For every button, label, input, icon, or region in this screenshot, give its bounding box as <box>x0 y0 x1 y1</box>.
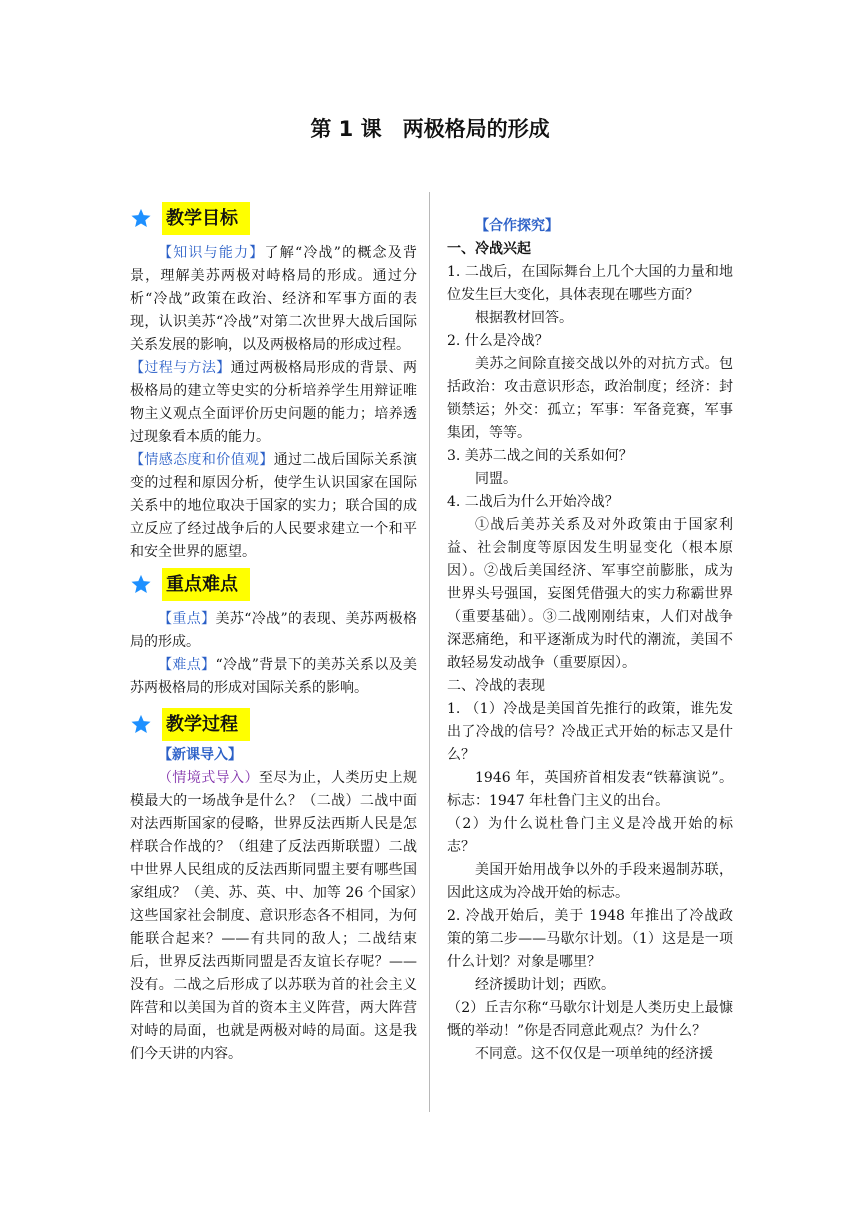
label-focus: 【重点】 <box>158 611 216 627</box>
label-cooperation-text: 【合作探究】 <box>475 218 559 234</box>
heading-process: 教学过程 <box>162 708 250 741</box>
column-divider <box>429 192 430 1112</box>
paragraph-difficulty <box>130 654 417 700</box>
label-intro <box>130 744 417 767</box>
text-knowledge: 了解“冷战”的概念及背景，理解美苏两极对峙格局的形成。通过分析“冷战”政策在政治、经济和军事方面的表现，认识美苏“冷战”对第二次世界大战后国际关系发展的影响，以及两极格局的形成过程。 <box>130 245 417 353</box>
answer-8: 不同意。这不仅仅是一项单纯的经济援 <box>475 1046 713 1062</box>
paragraph-intro <box>130 767 417 1066</box>
paragraph-knowledge <box>130 242 417 357</box>
star-icon <box>130 573 152 595</box>
question-1: 1. 二战后，在国际舞台上几个大国的力量和地位发生巨大变化，具体表现在哪些方面？ <box>447 264 733 303</box>
heading-key: 重点难点 <box>162 568 250 601</box>
paragraph-emotion <box>130 449 417 564</box>
answer-7: 经济援助计划；西欧。 <box>475 977 615 993</box>
answer-5: 1946 年，英国疥首相发表“铁幕演说”。标志：1947 年杜鲁门主义的出台。 <box>447 770 733 809</box>
answer-3: 同盟。 <box>475 471 517 487</box>
section-title-cold-war-rise: 一、冷战兴起 <box>447 241 531 257</box>
section-heading-goals <box>130 198 417 238</box>
text-process-method: 通过两极格局形成的背景、两极格局的建立等史实的分析培养学生用辩证唯物主义观点全面评价历史问题的能力；培养透过现象看本质的能力。 <box>130 360 418 445</box>
label-scene: （情境式导入） <box>158 770 259 786</box>
question-3: 3. 美苏二战之间的关系如何？ <box>447 448 633 464</box>
right-column <box>447 215 733 1066</box>
label-difficulty: 【难点】 <box>158 657 216 673</box>
star-icon <box>130 207 152 229</box>
question-2: 2. 什么是冷战？ <box>447 333 549 349</box>
paragraph-focus <box>130 608 417 654</box>
section-title-cold-war-forms: 二、冷战的表现 <box>447 678 545 694</box>
label-process-method: 【过程与方法】 <box>130 360 231 376</box>
label-cooperation <box>447 215 733 238</box>
question-6: （2）为什么说杜鲁门主义是冷战开始的标志？ <box>447 816 733 855</box>
text-focus: 美苏“冷战”的表现、美苏两极格局的形成。 <box>130 611 417 650</box>
star-icon <box>130 713 152 735</box>
paragraph-process-method <box>130 357 417 449</box>
label-intro-text: 【新课导入】 <box>158 747 242 763</box>
text-scene: 至尽为止，人类历史上规模最大的一场战争是什么？（二战）二战中面对法西斯国家的侵略，世界反法西斯人民是怎样联合作战的？（组建了反法西斯联盟）二战中世界人民组成的反法西斯同盟主要有哪些国家组成？（美、苏、英、中、加等 26 个国家）这些国家社会制度、意识形态各不相同，为何能联合起来？——有共同的敌人；二战结束后，世界反法西斯同盟是否友谊长存呢？——没有。二战之后形成了以苏联为首的社会主义阵营和以美国为首的资本主义阵营，两大阵营对峙的局面，也就是两极对峙的局面。这是我们今天讲的内容。 <box>130 770 418 1062</box>
text-difficulty: “冷战”背景下的美苏关系以及美苏两极格局的形成对国际关系的影响。 <box>130 657 417 696</box>
text-emotion: 通过二战后国际关系演变的过程和原因分析，使学生认识国家在国际关系中的地位取决于国家的实力；联合国的成立反应了经过战争后的人民要求建立一个和平和安全世界的愿望。 <box>130 452 418 560</box>
answer-6: 美国开始用战争以外的手段来遏制苏联，因此这成为冷战开始的标志。 <box>447 862 733 901</box>
question-5: 1. （1）冷战是美国首先推行的政策，谁先发出了冷战的信号？冷战正式开始的标志又是什么？ <box>447 701 733 763</box>
answer-1: 根据教材回答。 <box>475 310 573 326</box>
label-knowledge: 【知识与能力】 <box>158 245 265 261</box>
label-emotion: 【情感态度和价值观】 <box>130 452 274 468</box>
heading-goals: 教学目标 <box>162 202 250 235</box>
section-heading-key <box>130 564 417 604</box>
question-8: （2）丘吉尔称“马歇尔计划是人类历史上最慷慨的举动！”你是否同意此观点？为什么？ <box>447 1000 733 1039</box>
question-7: 2. 冷战开始后，美于 1948 年推出了冷战政策的第二步——马歇尔计划。（1）这是是一项什么计划？对象是哪里？ <box>447 908 733 970</box>
answer-4: ①战后美苏关系及对外政策由于国家利益、社会制度等原因发生明显变化（根本原因）。②战后美国经济、军事空前膨胀，成为世界头号强国，妄图凭借强大的实力称霸世界（重要基础）。③二战刚刚结束，人们对战争深恶痛绝，和平逐渐成为时代的潮流，美国不敢轻易发动战争（重要原因）。 <box>447 517 733 671</box>
section-heading-process <box>130 704 417 744</box>
answer-2: 美苏之间除直接交战以外的对抗方式。包括政治：攻击意识形态，政治制度；经济：封锁禁运；外交：孤立；军事：军备竞赛，军事集团，等等。 <box>447 356 733 441</box>
left-column <box>130 198 417 1066</box>
question-4: 4. 二战后为什么开始冷战？ <box>447 494 619 510</box>
page-title: 第 1 课 两极格局的形成 <box>310 117 550 141</box>
